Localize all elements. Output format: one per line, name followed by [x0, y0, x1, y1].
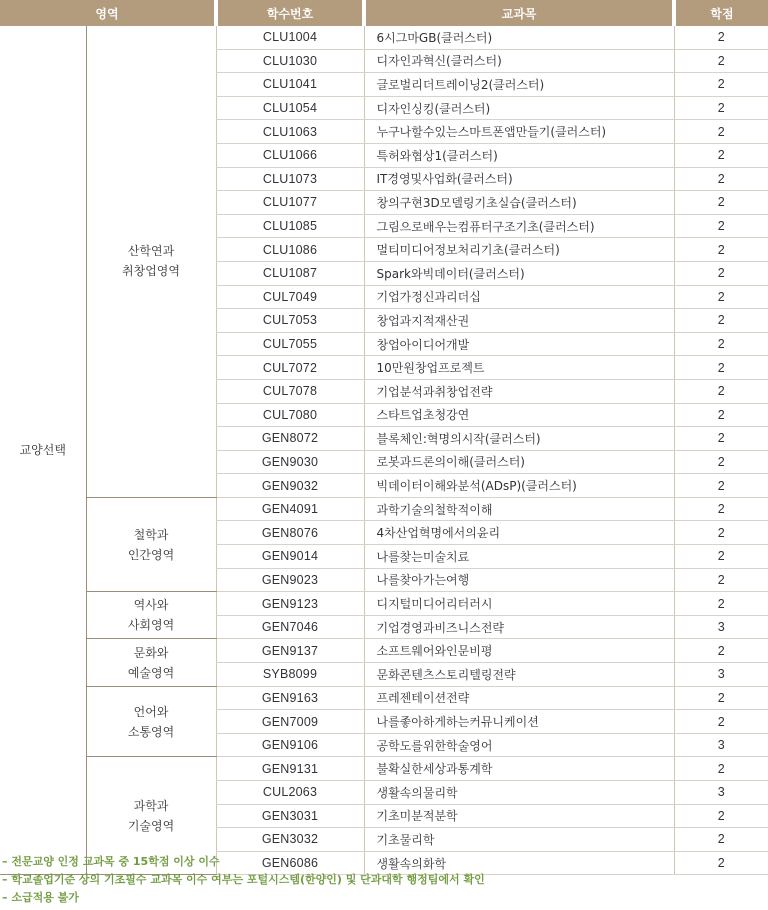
course-name: 10만원창업프로젝트: [364, 356, 674, 380]
notes: [2, 853, 485, 907]
course-code: GEN4091: [216, 497, 364, 521]
course-credit: 2: [674, 521, 768, 545]
course-credit: 2: [674, 261, 768, 285]
course-name: 디자인과혁신(클러스터): [364, 49, 674, 73]
course-credit: 2: [674, 450, 768, 474]
course-name: 창의구현3D모델링기초실습(클러스터): [364, 191, 674, 215]
course-credit: 2: [674, 497, 768, 521]
course-name: 빅데이터이해와분석(ADsP)(클러스터): [364, 474, 674, 498]
course-code: CUL7055: [216, 332, 364, 356]
note-item: – 학교졸업기준 상의 기초필수 교과목 이수 여부는 포털시스템(한양인) 및 단과대학 행정팀에서 확인: [2, 873, 485, 886]
course-code: CLU1085: [216, 214, 364, 238]
course-credit: 2: [674, 285, 768, 309]
sub-area-label: 철학과: [133, 527, 169, 542]
sub-area-label: 기술영역: [127, 818, 175, 833]
course-code: GEN9032: [216, 474, 364, 498]
course-credit: 2: [674, 167, 768, 191]
course-credit: 2: [674, 143, 768, 167]
course-credit: 2: [674, 120, 768, 144]
course-code: GEN9123: [216, 592, 364, 616]
sub-area-label: 문화와: [133, 645, 169, 660]
course-name: 과학기술의철학적이해: [364, 497, 674, 521]
course-code: CUL7072: [216, 356, 364, 380]
course-name: 기초물리학: [364, 828, 674, 852]
course-credit: 2: [674, 639, 768, 663]
sub-area-label: 인간영역: [127, 547, 175, 562]
course-name: 생활속의물리학: [364, 781, 674, 805]
course-credit: 2: [674, 686, 768, 710]
course-code: CLU1087: [216, 261, 364, 285]
course-credit: 3: [674, 781, 768, 805]
course-name: 멀티미디어정보처리기초(클러스터): [364, 238, 674, 262]
course-code: GEN9131: [216, 757, 364, 781]
course-code: CLU1073: [216, 167, 364, 191]
course-credit: 2: [674, 214, 768, 238]
course-credit: 2: [674, 49, 768, 73]
table-row: [0, 757, 768, 781]
course-name: 소프트웨어와인문비평: [364, 639, 674, 663]
table-row: [0, 26, 768, 49]
course-name: 나를찾는미술치료: [364, 545, 674, 569]
course-code: GEN3032: [216, 828, 364, 852]
course-name: 누구나할수있는스마트폰앱만들기(클러스터): [364, 120, 674, 144]
sub-area-cell: [86, 686, 216, 757]
course-name: 공학도를위한학술영어: [364, 733, 674, 757]
area-main-cell: 교양선택: [0, 26, 86, 875]
course-code: CUL7049: [216, 285, 364, 309]
course-name: 로봇과드론의이해(클러스터): [364, 450, 674, 474]
course-credit: 2: [674, 427, 768, 451]
sub-area-label: 소통영역: [127, 724, 175, 739]
course-credit: 3: [674, 733, 768, 757]
table-body: [0, 26, 768, 875]
header-credit: 학점: [674, 0, 768, 26]
course-code: GEN6086: [216, 851, 364, 875]
sub-area-label: 역사와: [133, 598, 169, 613]
course-name: 디지털미디어리터러시: [364, 592, 674, 616]
course-name: 기초미분적분학: [364, 804, 674, 828]
course-code: GEN7046: [216, 615, 364, 639]
course-name: 기업분석과취창업전략: [364, 379, 674, 403]
sub-area-label: 과학과: [133, 798, 169, 813]
sub-area-cell: [86, 26, 216, 497]
course-code: CLU1066: [216, 143, 364, 167]
course-credit: 2: [674, 710, 768, 734]
sub-area-cell: [86, 497, 216, 591]
course-name: 생활속의화학: [364, 851, 674, 875]
sub-area-label: 사회영역: [127, 618, 175, 633]
course-credit: 2: [674, 828, 768, 852]
course-name: 특허와협상1(클러스터): [364, 143, 674, 167]
course-code: CLU1086: [216, 238, 364, 262]
course-name: 글로벌리더트레이닝2(클러스터): [364, 73, 674, 97]
header-code: 학수번호: [216, 0, 364, 26]
sub-area-label: 산학연과: [127, 244, 175, 259]
course-name: Spark와빅데이터(클러스터): [364, 261, 674, 285]
sub-area-cell: [86, 639, 216, 686]
course-name: 6시그마GB(클러스터): [364, 26, 674, 49]
course-code: GEN9137: [216, 639, 364, 663]
course-code: GEN8072: [216, 427, 364, 451]
table-row: [0, 497, 768, 521]
course-name: 4차산업혁명에서의윤리: [364, 521, 674, 545]
course-code: CUL7078: [216, 379, 364, 403]
course-credit: 2: [674, 757, 768, 781]
table-row: [0, 592, 768, 616]
course-name: 스타트업초청강연: [364, 403, 674, 427]
course-name: 프레젠테이션전략: [364, 686, 674, 710]
course-name: 문화콘텐츠스토리텔링전략: [364, 663, 674, 687]
table-header-row: [0, 0, 768, 26]
sub-area-cell: [86, 592, 216, 639]
course-name: 나를좋아하게하는커뮤니케이션: [364, 710, 674, 734]
course-name: 창업과지적재산권: [364, 309, 674, 333]
course-code: GEN9163: [216, 686, 364, 710]
course-code: GEN7009: [216, 710, 364, 734]
sub-area-label: 언어와: [133, 704, 169, 719]
course-name: 디자인싱킹(클러스터): [364, 96, 674, 120]
course-credit: 2: [674, 804, 768, 828]
course-code: CUL7053: [216, 309, 364, 333]
course-credit: 2: [674, 191, 768, 215]
course-credit: 2: [674, 403, 768, 427]
course-code: CUL2063: [216, 781, 364, 805]
course-code: GEN9014: [216, 545, 364, 569]
course-credit: 2: [674, 379, 768, 403]
course-name: 그림으로배우는컴퓨터구조기초(클러스터): [364, 214, 674, 238]
course-code: GEN9030: [216, 450, 364, 474]
course-credit: 2: [674, 96, 768, 120]
course-credit: 2: [674, 545, 768, 569]
course-credit: 2: [674, 474, 768, 498]
course-credit: 2: [674, 309, 768, 333]
course-code: GEN3031: [216, 804, 364, 828]
course-credit: 3: [674, 663, 768, 687]
course-credit: 2: [674, 332, 768, 356]
sub-area-label: 취창업영역: [122, 264, 180, 279]
course-code: GEN9106: [216, 733, 364, 757]
course-credit: 2: [674, 26, 768, 49]
course-credit: 2: [674, 592, 768, 616]
course-code: CLU1054: [216, 96, 364, 120]
course-name: 기업경영과비즈니스전략: [364, 615, 674, 639]
table-row: [0, 686, 768, 710]
course-name: 창업아이디어개발: [364, 332, 674, 356]
course-code: SYB8099: [216, 663, 364, 687]
course-code: CLU1041: [216, 73, 364, 97]
course-code: CLU1063: [216, 120, 364, 144]
course-code: GEN8076: [216, 521, 364, 545]
table-row: [0, 639, 768, 663]
course-name: 나를찾아가는여행: [364, 568, 674, 592]
sub-area-label: 예술영역: [127, 665, 175, 680]
course-code: CLU1004: [216, 26, 364, 49]
course-name: IT경영및사업화(클러스터): [364, 167, 674, 191]
course-credit: 2: [674, 851, 768, 875]
course-name: 불확실한세상과통계학: [364, 757, 674, 781]
header-course: 교과목: [364, 0, 674, 26]
note-item: – 소급적용 불가: [2, 891, 79, 904]
header-area: 영역: [0, 0, 216, 26]
course-code: CUL7080: [216, 403, 364, 427]
course-name: 기업가정신과리더십: [364, 285, 674, 309]
course-credit: 2: [674, 73, 768, 97]
course-name: 블록체인:혁명의시작(클러스터): [364, 427, 674, 451]
note-item: – 전문교양 인정 교과목 중 15학점 이상 이수: [2, 855, 220, 868]
course-code: CLU1077: [216, 191, 364, 215]
course-credit: 3: [674, 615, 768, 639]
course-code: CLU1030: [216, 49, 364, 73]
course-code: GEN9023: [216, 568, 364, 592]
course-credit: 2: [674, 356, 768, 380]
course-credit: 2: [674, 568, 768, 592]
course-credit: 2: [674, 238, 768, 262]
